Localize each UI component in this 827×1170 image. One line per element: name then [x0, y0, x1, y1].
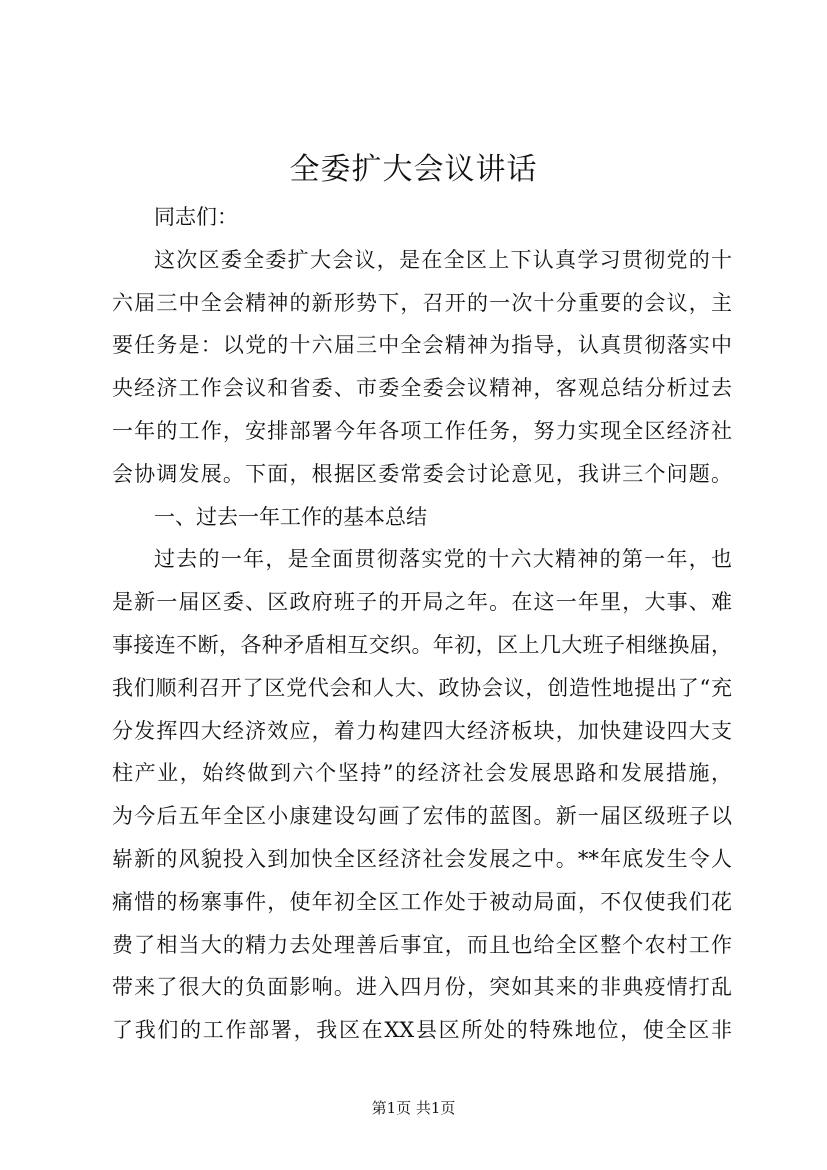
text-line: 我们顺利召开了区党代会和人大、政协会议，创造性地提出了“充 — [112, 675, 732, 700]
text-line: 要任务是：以党的十六届三中全会精神为指导，认真贯彻落实中 — [112, 333, 732, 358]
text-line: 一年的工作，安排部署今年各项工作任务，努力实现全区经济社 — [112, 418, 732, 443]
text-line: 事接连不断，各种矛盾相互交织。年初，区上几大班子相继换届， — [112, 632, 732, 657]
text-line: 费了相当大的精力去处理善后事宜，而且也给全区整个农村工作 — [112, 932, 732, 957]
text-line: 崭新的风貌投入到加快全区经济社会发展之中。**年底发生令人 — [112, 846, 732, 871]
text-line: 带来了很大的负面影响。进入四月份，突如其来的非典疫情打乱 — [112, 975, 732, 1000]
text-line: 为今后五年全区小康建设勾画了宏伟的蓝图。新一届区级班子以 — [112, 804, 732, 829]
text-line: 央经济工作会议和省委、市委全委会议精神，客观总结分析过去 — [112, 376, 732, 401]
text-line: 同志们： — [154, 205, 238, 229]
text-line: 痛惜的杨寨事件，使年初全区工作处于被动局面，不仅使我们花 — [112, 889, 732, 914]
text-line: 六届三中全会精神的新形势下，召开的一次十分重要的会议，主 — [112, 290, 732, 315]
document-body — [112, 196, 732, 1052]
text-line: 是新一届区委、区政府班子的开局之年。在这一年里，大事、难 — [112, 590, 732, 615]
text-line: 过去的一年，是全面贯彻落实党的十六大精神的第一年，也 — [154, 547, 732, 572]
text-line: 分发挥四大经济效应，着力构建四大经济板块，加快建设四大支 — [112, 718, 732, 743]
text-line: 一、过去一年工作的基本总结 — [154, 504, 427, 529]
text-line: 会协调发展。下面，根据区委常委会讨论意见，我讲三个问题。 — [112, 461, 732, 486]
document-title: 全委扩大会议讲话 — [289, 152, 538, 187]
text-line: 柱产业，始终做到六个坚持”的经济社会发展思路和发展措施， — [112, 761, 732, 786]
text-line: 这次区委全委扩大会议，是在全区上下认真学习贯彻党的十 — [154, 247, 732, 272]
text-line: 了我们的工作部署，我区在XX县区所处的特殊地位，使全区非 — [112, 1018, 732, 1043]
page-footer: 第1页 共1页 — [371, 1099, 456, 1117]
